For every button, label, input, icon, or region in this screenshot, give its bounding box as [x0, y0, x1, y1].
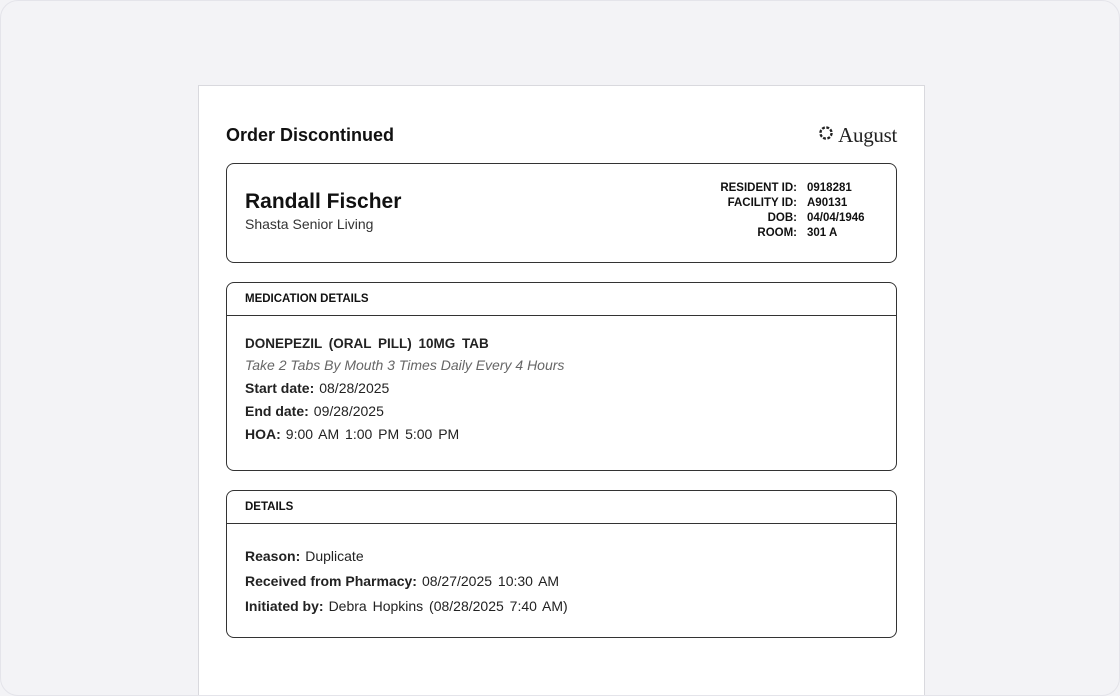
received-value: 08/27/2025 10:30 AM	[421, 573, 560, 589]
brand-name: August	[838, 122, 897, 147]
details-card	[226, 490, 897, 638]
start-date-label: Start date:	[245, 380, 315, 396]
reason-label: Reason:	[245, 548, 301, 564]
start-date-value: 08/28/2025	[319, 380, 390, 396]
reason-row	[245, 548, 896, 564]
facility-id-label: FACILITY ID:	[727, 197, 797, 209]
start-date-row	[245, 380, 896, 396]
resident-id-label: RESIDENT ID:	[720, 182, 797, 194]
hoa-value: 9:00 AM 1:00 PM 5:00 PM	[285, 426, 460, 442]
brand-logo	[817, 123, 897, 148]
hoa-row	[245, 426, 896, 442]
order-document	[198, 85, 925, 696]
dob-label: DOB:	[767, 212, 797, 224]
medication-details-card	[226, 282, 897, 471]
end-date-value: 09/28/2025	[313, 403, 384, 419]
details-section-title: DETAILS	[227, 491, 896, 524]
document-title: Order Discontinued	[226, 124, 395, 145]
patient-facility: Shasta Senior Living	[245, 216, 374, 232]
patient-card	[226, 163, 897, 263]
medication-body	[227, 316, 896, 442]
room-value: 301 A	[807, 227, 838, 239]
august-logo-icon	[817, 124, 835, 147]
medication-name: DONEPEZIL (ORAL PILL) 10MG TAB	[245, 336, 489, 351]
medication-instructions: Take 2 Tabs By Mouth 3 Times Daily Every 4 Hours	[245, 357, 565, 373]
medication-section-title: MEDICATION DETAILS	[227, 283, 896, 316]
document-header	[226, 122, 897, 148]
reason-value: Duplicate	[305, 548, 364, 564]
initiated-value: Debra Hopkins (08/28/2025 7:40 AM)	[328, 598, 568, 614]
end-date-label: End date:	[245, 403, 309, 419]
dob-value: 04/04/1946	[807, 212, 865, 224]
resident-id-value: 0918281	[807, 182, 852, 194]
patient-identifiers	[720, 182, 877, 239]
received-label: Received from Pharmacy:	[245, 573, 417, 589]
room-label: ROOM:	[757, 227, 797, 239]
hoa-label: HOA:	[245, 426, 281, 442]
facility-id-value: A90131	[807, 197, 848, 209]
details-body	[227, 524, 896, 614]
initiated-row	[245, 598, 896, 614]
received-row	[245, 573, 896, 589]
initiated-label: Initiated by:	[245, 598, 324, 614]
end-date-row	[245, 403, 896, 419]
patient-name: Randall Fischer	[245, 190, 402, 213]
